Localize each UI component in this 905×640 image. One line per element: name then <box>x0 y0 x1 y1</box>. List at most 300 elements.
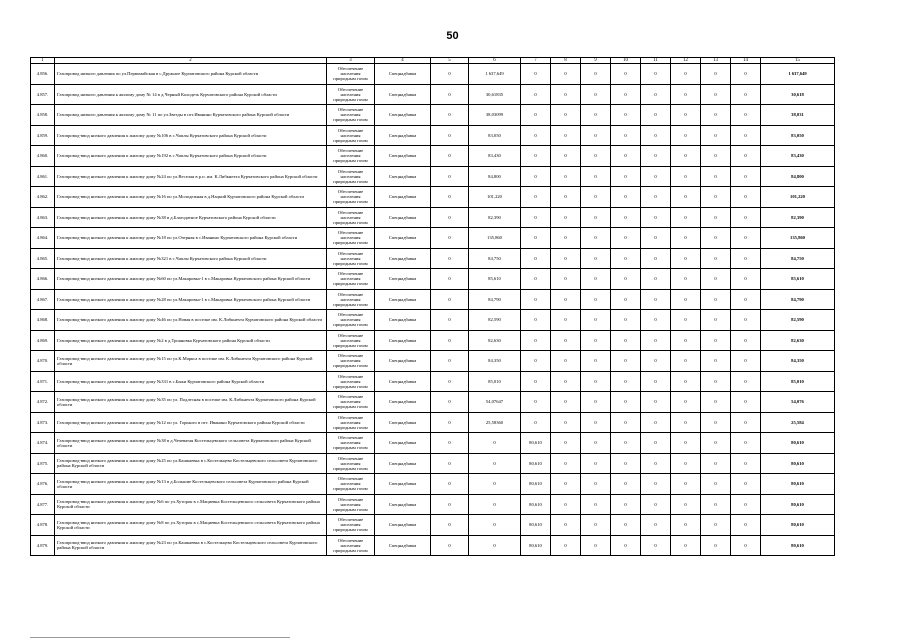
total-cell: 83,430 <box>761 146 835 167</box>
value-cell: 0 <box>611 515 641 536</box>
funding-source: Спецнадбавка <box>375 515 431 536</box>
purpose: Обеспечение населения природным газом <box>327 310 375 331</box>
value-cell: 84,350 <box>469 351 521 372</box>
table-row <box>31 187 835 208</box>
value-cell: 0 <box>431 269 469 290</box>
total-cell: 82,590 <box>761 310 835 331</box>
value-cell: 0 <box>581 269 611 290</box>
value-cell: 0 <box>551 330 581 351</box>
row-number: 4.868. <box>31 310 55 331</box>
table-row <box>31 105 835 126</box>
value-cell: 0 <box>551 125 581 146</box>
value-cell: 0 <box>671 392 701 413</box>
purpose: Обеспечение населения природным газом <box>327 207 375 228</box>
value-cell: 0 <box>731 105 761 126</box>
value-cell: 0 <box>641 125 671 146</box>
value-cell: 85,010 <box>469 371 521 392</box>
value-cell: 80,610 <box>521 433 551 454</box>
value-cell: 0 <box>551 351 581 372</box>
object-name: Газопровод-ввод низкого давления к жилому дому №321 в с.Чаплы Курчатовского района Курской области <box>55 248 327 269</box>
object-name: Газопровод-ввод низкого давления к жилому дому №2 в д.Трояновка Курчатовского района Курской области <box>55 330 327 351</box>
value-cell: 0 <box>611 166 641 187</box>
table-row <box>31 453 835 474</box>
value-cell: 82,390 <box>469 207 521 228</box>
value-cell: 0 <box>431 330 469 351</box>
value-cell: 0 <box>551 474 581 495</box>
purpose: Обеспечение населения природным газом <box>327 474 375 495</box>
value-cell: 0 <box>671 228 701 249</box>
table-row <box>31 289 835 310</box>
value-cell: 0 <box>731 535 761 556</box>
value-cell: 0 <box>701 351 731 372</box>
value-cell: 0 <box>469 433 521 454</box>
value-cell: 0 <box>431 146 469 167</box>
value-cell: 0 <box>521 228 551 249</box>
value-cell: 0 <box>641 371 671 392</box>
value-cell: 0 <box>551 535 581 556</box>
column-number: 2 <box>55 58 327 64</box>
value-cell: 0 <box>701 289 731 310</box>
funding-source: Спецнадбавка <box>375 228 431 249</box>
value-cell: 0 <box>581 330 611 351</box>
value-cell: 0 <box>701 453 731 474</box>
value-cell: 0 <box>701 105 731 126</box>
total-cell: 80,610 <box>761 515 835 536</box>
value-cell: 0 <box>581 125 611 146</box>
value-cell: 80,610 <box>521 535 551 556</box>
table-row <box>31 392 835 413</box>
value-cell: 0 <box>431 515 469 536</box>
table-row <box>31 248 835 269</box>
value-cell: 0 <box>581 351 611 372</box>
object-name: Газопровод-ввод низкого давления к жилому дому №6 по ул.Хуторок в с.Мациевка Костельцевского сельсовета Курчатовского района Курской области <box>55 494 327 515</box>
value-cell: 0 <box>521 146 551 167</box>
value-cell: 0 <box>581 207 611 228</box>
value-cell: 0 <box>701 146 731 167</box>
value-cell: 0 <box>581 289 611 310</box>
value-cell: 82,630 <box>469 330 521 351</box>
column-number: 1 <box>31 58 55 64</box>
value-cell: 0 <box>611 146 641 167</box>
value-cell: 0 <box>431 187 469 208</box>
value-cell: 0 <box>469 515 521 536</box>
object-name: Газопровод-ввод низкого давления к жилому дому №46 по ул.Новая в поселке им. К.Либкнехта Курчатовского района Курской области <box>55 310 327 331</box>
value-cell: 0 <box>731 125 761 146</box>
total-cell: 30,618 <box>761 84 835 105</box>
value-cell: 0 <box>581 146 611 167</box>
purpose: Обеспечение населения природным газом <box>327 125 375 146</box>
table-row <box>31 146 835 167</box>
value-cell: 0 <box>611 269 641 290</box>
value-cell: 0 <box>671 269 701 290</box>
value-cell: 0 <box>701 64 731 85</box>
object-name: Газопровод-ввод низкого давления к жилому дому №35 по ул. Подлесная в поселке им. К.Либкнехта Курчатовского района Курской области <box>55 392 327 413</box>
table-row <box>31 228 835 249</box>
value-cell: 0 <box>641 515 671 536</box>
value-cell: 0 <box>701 84 731 105</box>
value-cell: 0 <box>431 433 469 454</box>
row-number: 4.870. <box>31 351 55 372</box>
value-cell: 0 <box>551 207 581 228</box>
purpose: Обеспечение населения природным газом <box>327 166 375 187</box>
table-row <box>31 371 835 392</box>
value-cell: 0 <box>731 433 761 454</box>
value-cell: 0 <box>521 187 551 208</box>
purpose: Обеспечение населения природным газом <box>327 64 375 85</box>
value-cell: 0 <box>431 105 469 126</box>
value-cell: 0 <box>431 228 469 249</box>
purpose: Обеспечение населения природным газом <box>327 248 375 269</box>
value-cell: 0 <box>581 228 611 249</box>
table-row <box>31 125 835 146</box>
object-name: Газопровод-ввод низкого давления к жилому дому №15 по ул.К.Маркса в поселке им. К.Либкнехта Курчатовского района Курской области <box>55 351 327 372</box>
total-cell: 84,800 <box>761 166 835 187</box>
value-cell: 0 <box>731 64 761 85</box>
value-cell: 0 <box>611 433 641 454</box>
column-number: 13 <box>701 58 731 64</box>
column-number: 5 <box>431 58 469 64</box>
value-cell: 0 <box>431 494 469 515</box>
value-cell: 0 <box>731 494 761 515</box>
object-name: Газопровод-ввод низкого давления к жилому дому №16 по ул.Молодежная в д.Нацкий Курчатовского района Курской области <box>55 187 327 208</box>
value-cell: 0 <box>431 412 469 433</box>
value-cell: 0 <box>701 494 731 515</box>
value-cell: 0 <box>611 392 641 413</box>
total-cell: 82,630 <box>761 330 835 351</box>
funding-source: Спецнадбавка <box>375 125 431 146</box>
value-cell: 0 <box>701 310 731 331</box>
funding-source: Спецнадбавка <box>375 392 431 413</box>
value-cell: 0 <box>671 412 701 433</box>
value-cell: 135,860 <box>469 228 521 249</box>
funding-source: Спецнадбавка <box>375 351 431 372</box>
total-cell: 25,584 <box>761 412 835 433</box>
value-cell: 0 <box>641 207 671 228</box>
value-cell: 0 <box>611 371 641 392</box>
value-cell: 0 <box>581 453 611 474</box>
value-cell: 0 <box>431 474 469 495</box>
funding-source: Спецнадбавка <box>375 269 431 290</box>
object-name: Газопровод-ввод низкого давления к жилому дому №28 по ул.Макаровка-1 в с.Макаровка Курчатовского района Курской области <box>55 289 327 310</box>
value-cell: 30,61835 <box>469 84 521 105</box>
value-cell: 0 <box>731 392 761 413</box>
purpose: Обеспечение населения природным газом <box>327 453 375 474</box>
value-cell: 0 <box>469 453 521 474</box>
value-cell: 0 <box>701 166 731 187</box>
page-number: 50 <box>446 30 459 42</box>
value-cell: 0 <box>671 474 701 495</box>
value-cell: 0 <box>581 105 611 126</box>
value-cell: 0 <box>611 84 641 105</box>
value-cell: 0 <box>671 105 701 126</box>
row-number: 4.871. <box>31 371 55 392</box>
column-number: 9 <box>581 58 611 64</box>
object-name: Газопровод-ввод низкого давления к жилому дому №38 в д.Чечеватая Костельцевского сельсовета Курчатовского района Курской области <box>55 433 327 454</box>
value-cell: 0 <box>581 187 611 208</box>
funding-source: Спецнадбавка <box>375 187 431 208</box>
value-cell: 0 <box>701 515 731 536</box>
value-cell: 0 <box>731 187 761 208</box>
value-cell: 0 <box>521 371 551 392</box>
total-cell: 84,350 <box>761 351 835 372</box>
value-cell: 0 <box>521 207 551 228</box>
value-cell: 0 <box>671 64 701 85</box>
value-cell: 0 <box>551 433 581 454</box>
row-number: 4.862. <box>31 187 55 208</box>
table-row <box>31 166 835 187</box>
total-cell: 84,790 <box>761 289 835 310</box>
purpose: Обеспечение населения природным газом <box>327 289 375 310</box>
table-row <box>31 515 835 536</box>
value-cell: 0 <box>431 166 469 187</box>
object-name: Газопровод низкого давления по ул.Первомайская в с.Дружное Курчатовского района Курской области <box>55 64 327 85</box>
value-cell: 0 <box>521 64 551 85</box>
value-cell: 0 <box>671 371 701 392</box>
value-cell: 0 <box>581 248 611 269</box>
value-cell: 0 <box>641 228 671 249</box>
column-number: 12 <box>671 58 701 64</box>
total-cell: 135,860 <box>761 228 835 249</box>
table-row <box>31 412 835 433</box>
value-cell: 80,610 <box>521 453 551 474</box>
value-cell: 0 <box>701 433 731 454</box>
value-cell: 0 <box>611 310 641 331</box>
value-cell: 0 <box>431 289 469 310</box>
value-cell: 0 <box>671 310 701 331</box>
value-cell: 0 <box>581 371 611 392</box>
value-cell: 0 <box>731 515 761 536</box>
value-cell: 0 <box>641 433 671 454</box>
value-cell: 0 <box>469 474 521 495</box>
object-name: Газопровод низкого давления к жилому дому № 14 в д.Черный Колодезь Курчатовского района Курской области <box>55 84 327 105</box>
row-number: 4.857. <box>31 84 55 105</box>
value-cell: 0 <box>551 289 581 310</box>
value-cell: 0 <box>731 330 761 351</box>
value-cell: 0 <box>521 310 551 331</box>
value-cell: 0 <box>671 535 701 556</box>
table-row <box>31 310 835 331</box>
value-cell: 0 <box>521 412 551 433</box>
value-cell: 0 <box>521 269 551 290</box>
table-row <box>31 84 835 105</box>
total-cell: 85,610 <box>761 269 835 290</box>
purpose: Обеспечение населения природным газом <box>327 330 375 351</box>
value-cell: 0 <box>701 187 731 208</box>
table-row <box>31 535 835 556</box>
value-cell: 84,800 <box>469 166 521 187</box>
value-cell: 0 <box>731 412 761 433</box>
purpose: Обеспечение населения природным газом <box>327 412 375 433</box>
value-cell: 82,590 <box>469 310 521 331</box>
value-cell: 0 <box>671 289 701 310</box>
value-cell: 0 <box>641 289 671 310</box>
object-name: Газопровод-ввод низкого давления к жилому дому №13 в д.Большие Костельцевского сельсовета Курчатовского района Курской области <box>55 474 327 495</box>
value-cell: 0 <box>551 453 581 474</box>
value-cell: 0 <box>671 248 701 269</box>
funding-source: Спецнадбавка <box>375 494 431 515</box>
value-cell: 0 <box>581 64 611 85</box>
value-cell: 0 <box>731 310 761 331</box>
value-cell: 0 <box>731 269 761 290</box>
funding-source: Спецнадбавка <box>375 330 431 351</box>
total-cell: 83,050 <box>761 125 835 146</box>
value-cell: 0 <box>521 289 551 310</box>
value-cell: 0 <box>521 392 551 413</box>
funding-source: Спецнадбавка <box>375 453 431 474</box>
value-cell: 0 <box>701 125 731 146</box>
value-cell: 0 <box>431 64 469 85</box>
value-cell: 0 <box>431 453 469 474</box>
value-cell: 0 <box>551 187 581 208</box>
column-number: 8 <box>551 58 581 64</box>
funding-source: Спецнадбавка <box>375 433 431 454</box>
value-cell: 0 <box>431 84 469 105</box>
value-cell: 0 <box>431 392 469 413</box>
value-cell: 83,050 <box>469 125 521 146</box>
value-cell: 0 <box>551 166 581 187</box>
value-cell: 83,430 <box>469 146 521 167</box>
value-cell: 0 <box>581 166 611 187</box>
value-cell: 0 <box>641 105 671 126</box>
funding-source: Спецнадбавка <box>375 310 431 331</box>
total-cell: 80,610 <box>761 433 835 454</box>
column-number: 6 <box>469 58 521 64</box>
value-cell: 0 <box>671 146 701 167</box>
funding-source: Спецнадбавка <box>375 146 431 167</box>
value-cell: 0 <box>551 371 581 392</box>
value-cell: 0 <box>581 535 611 556</box>
purpose: Обеспечение населения природным газом <box>327 392 375 413</box>
row-number: 4.863. <box>31 207 55 228</box>
funding-source: Спецнадбавка <box>375 248 431 269</box>
purpose: Обеспечение населения природным газом <box>327 146 375 167</box>
value-cell: 0 <box>641 310 671 331</box>
value-cell: 0 <box>641 412 671 433</box>
value-cell: 0 <box>641 351 671 372</box>
value-cell: 0 <box>611 351 641 372</box>
purpose: Обеспечение населения природным газом <box>327 228 375 249</box>
value-cell: 0 <box>431 535 469 556</box>
value-cell: 0 <box>611 474 641 495</box>
value-cell: 0 <box>581 310 611 331</box>
value-cell: 0 <box>611 412 641 433</box>
row-number: 4.869. <box>31 330 55 351</box>
purpose: Обеспечение населения природным газом <box>327 84 375 105</box>
value-cell: 0 <box>731 248 761 269</box>
table-body <box>31 58 835 556</box>
value-cell: 0 <box>731 207 761 228</box>
row-number: 4.867. <box>31 289 55 310</box>
purpose: Обеспечение населения природным газом <box>327 433 375 454</box>
value-cell: 0 <box>551 248 581 269</box>
row-number: 4.856. <box>31 64 55 85</box>
value-cell: 0 <box>641 64 671 85</box>
value-cell: 0 <box>431 310 469 331</box>
value-cell: 0 <box>671 494 701 515</box>
value-cell: 0 <box>521 125 551 146</box>
object-name: Газопровод-ввод низкого давления к жилому дому №38 в д.Благодатное Курчатовского района Курской области <box>55 207 327 228</box>
funding-source: Спецнадбавка <box>375 105 431 126</box>
value-cell: 0 <box>641 248 671 269</box>
value-cell: 0 <box>551 105 581 126</box>
object-name: Газопровод-ввод низкого давления к жилому дому №331 в с.Быки Курчатовского района Курской области <box>55 371 327 392</box>
row-number: 4.874. <box>31 433 55 454</box>
value-cell: 0 <box>521 330 551 351</box>
value-cell: 0 <box>671 166 701 187</box>
purpose: Обеспечение населения природным газом <box>327 535 375 556</box>
value-cell: 0 <box>701 248 731 269</box>
table-row <box>31 269 835 290</box>
value-cell: 0 <box>551 515 581 536</box>
table-row <box>31 494 835 515</box>
funding-source: Спецнадбавка <box>375 166 431 187</box>
funding-source: Спецнадбавка <box>375 412 431 433</box>
value-cell: 0 <box>701 371 731 392</box>
table-row <box>31 330 835 351</box>
total-cell: 101,220 <box>761 187 835 208</box>
value-cell: 80,610 <box>521 494 551 515</box>
value-cell: 0 <box>521 84 551 105</box>
value-cell: 0 <box>641 494 671 515</box>
total-cell: 80,610 <box>761 494 835 515</box>
value-cell: 0 <box>731 146 761 167</box>
value-cell: 25,58360 <box>469 412 521 433</box>
column-number: 10 <box>611 58 641 64</box>
column-number: 11 <box>641 58 671 64</box>
row-number: 4.858. <box>31 105 55 126</box>
value-cell: 0 <box>671 453 701 474</box>
value-cell: 0 <box>641 535 671 556</box>
value-cell: 0 <box>671 330 701 351</box>
object-name: Газопровод-ввод низкого давления к жилому дому №24 по ул.Веселая в р.п. им. К.Либкнехта Курчатовского района Курской области <box>55 166 327 187</box>
footer-line <box>30 637 290 638</box>
purpose: Обеспечение населения природным газом <box>327 269 375 290</box>
purpose: Обеспечение населения природным газом <box>327 351 375 372</box>
total-cell: 54,076 <box>761 392 835 413</box>
total-cell: 80,610 <box>761 453 835 474</box>
value-cell: 80,610 <box>521 515 551 536</box>
column-number: 15 <box>761 58 835 64</box>
row-number: 4.879. <box>31 535 55 556</box>
purpose: Обеспечение населения природным газом <box>327 494 375 515</box>
value-cell: 0 <box>641 453 671 474</box>
object-name: Газопровод-ввод низкого давления к жилому дому №23 по ул.Кашкаевка в с.Костельцево Костельцевского сельсовета Курчатовского района Курской области <box>55 535 327 556</box>
funding-source: Спецнадбавка <box>375 371 431 392</box>
table-row <box>31 433 835 454</box>
value-cell: 0 <box>521 248 551 269</box>
row-number: 4.861. <box>31 166 55 187</box>
value-cell: 0 <box>551 228 581 249</box>
value-cell: 0 <box>551 269 581 290</box>
purpose: Обеспечение населения природным газом <box>327 187 375 208</box>
value-cell: 0 <box>581 494 611 515</box>
value-cell: 0 <box>731 351 761 372</box>
total-cell: 80,610 <box>761 474 835 495</box>
value-cell: 0 <box>431 248 469 269</box>
value-cell: 0 <box>551 392 581 413</box>
value-cell: 0 <box>641 166 671 187</box>
total-cell: 84,750 <box>761 248 835 269</box>
value-cell: 0 <box>671 433 701 454</box>
value-cell: 38,03099 <box>469 105 521 126</box>
value-cell: 84,790 <box>469 289 521 310</box>
value-cell: 0 <box>581 84 611 105</box>
value-cell: 0 <box>731 228 761 249</box>
row-number: 4.878. <box>31 515 55 536</box>
value-cell: 80,610 <box>521 474 551 495</box>
value-cell: 0 <box>551 412 581 433</box>
row-number: 4.875. <box>31 453 55 474</box>
